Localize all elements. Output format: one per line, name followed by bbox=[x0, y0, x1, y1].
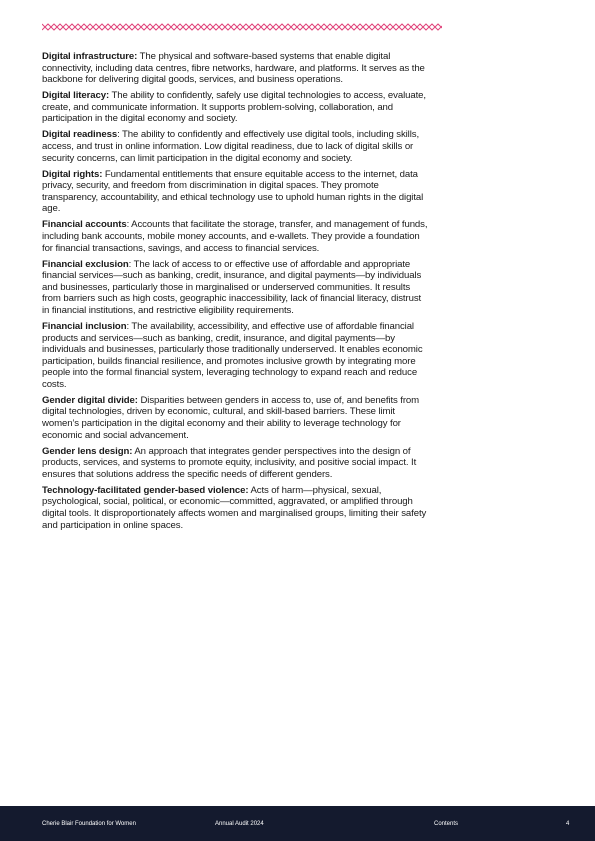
glossary-definition: : The availability, accessibility, and effective use of affordable financial products and services—such as banking, credit, insurance, and digital payments—by individuals and businesses, particularly those traditionally underserved. It enables economic participation, builds financial resilience, and promotes inclusive growth by integrating more people into the formal financial system, leveraging technology to expand reach and reduce costs. bbox=[42, 321, 423, 390]
glossary-entry-financial-inclusion bbox=[42, 321, 428, 390]
glossary-definition: : The ability to confidently and effectively use digital tools, including skills, access, and trust in online information. Low digital readiness, due to lack of digital skills or security concerns, can limit participation in the digital economy and society. bbox=[42, 129, 420, 164]
glossary-entry-digital-infrastructure bbox=[42, 51, 428, 86]
glossary-entry-digital-literacy bbox=[42, 90, 428, 125]
glossary-term: Digital literacy: bbox=[42, 90, 110, 102]
glossary-list bbox=[42, 51, 428, 536]
zigzag-divider-icon bbox=[42, 22, 442, 32]
glossary-term: Digital readiness bbox=[42, 129, 118, 141]
contents-link[interactable]: Contents bbox=[434, 821, 459, 827]
glossary-definition: : The lack of access to or effective use of affordable and appropriate financial services—such as banking, credit, insurance, and digital payments—by individuals and businesses, particularly those in marginalised or underserved communities. It results from barriers such as high costs, geographic inaccessibility, lack of financial literacy, distrust in financial institutions, and restrictive eligibility requirements. bbox=[42, 258, 422, 316]
glossary-definition: : Accounts that facilitate the storage, transfer, and management of funds, including bank accounts, mobile money accounts, and e-wallets. They provide a foundation for financial transactions, savings, and access to financial services. bbox=[42, 219, 428, 254]
glossary-entry-financial-exclusion bbox=[42, 259, 428, 317]
glossary-entry-gender-lens-design bbox=[42, 446, 428, 481]
glossary-term: Financial exclusion bbox=[42, 258, 129, 270]
glossary-term: Digital infrastructure: bbox=[42, 51, 138, 62]
glossary-entry-digital-readiness bbox=[42, 129, 428, 164]
glossary-entry-tfgbv bbox=[42, 485, 428, 531]
glossary-definition: Disparities between genders in access to, use of, and benefits from digital technologies, driven by economic, cultural, and skill-based barriers. These limit women’s participation in the digital economy and their ability to leverage technology for economic and social advancement. bbox=[42, 394, 420, 441]
page-footer bbox=[0, 806, 595, 841]
page-number: 4 bbox=[566, 821, 570, 827]
glossary-term: Financial inclusion bbox=[42, 321, 127, 333]
glossary-definition: Fundamental entitlements that ensure equitable access to the internet, data privacy, security, and freedom from discrimination in digital spaces. They promote transparency, accountability, and ethical technology use to uphold human rights in the digital age. bbox=[42, 168, 424, 215]
glossary-term: Gender lens design: bbox=[42, 445, 133, 457]
glossary-entry-gender-digital-divide bbox=[42, 395, 428, 441]
glossary-definition: The physical and software-based systems that enable digital connectivity, including data centres, fibre networks, hardware, and platforms. It serves as the backbone for delivering digital goods, services, and business operations. bbox=[42, 51, 425, 86]
glossary-term: Financial accounts bbox=[42, 219, 127, 231]
footer-report-title: Annual Audit 2024 bbox=[215, 821, 264, 827]
glossary-term: Technology-facilitated gender-based violence: bbox=[42, 484, 249, 496]
glossary-definition: The ability to confidently, safely use digital technologies to access, evaluate, create, and communicate information. It supports problem-solving, collaboration, and participation in the digital economy and society. bbox=[42, 90, 426, 125]
footer-organisation: Cherie Blair Foundation for Women bbox=[42, 821, 136, 827]
glossary-entry-digital-rights bbox=[42, 169, 428, 215]
glossary-definition: An approach that integrates gender perspectives into the design of products, services, and systems to promote equity, inclusivity, and positive social impact. It ensures that solutions address the specific needs of different genders. bbox=[42, 445, 417, 480]
glossary-entry-financial-accounts bbox=[42, 219, 428, 254]
glossary-term: Digital rights: bbox=[42, 168, 103, 180]
glossary-term: Gender digital divide: bbox=[42, 394, 138, 406]
glossary-definition: Acts of harm—physical, sexual, psychological, social, political, or economic—committed, aggravated, or amplified through digital tools. It disproportionately affects women and marginalised groups, limiting their safety and participation in online spaces. bbox=[42, 484, 427, 531]
